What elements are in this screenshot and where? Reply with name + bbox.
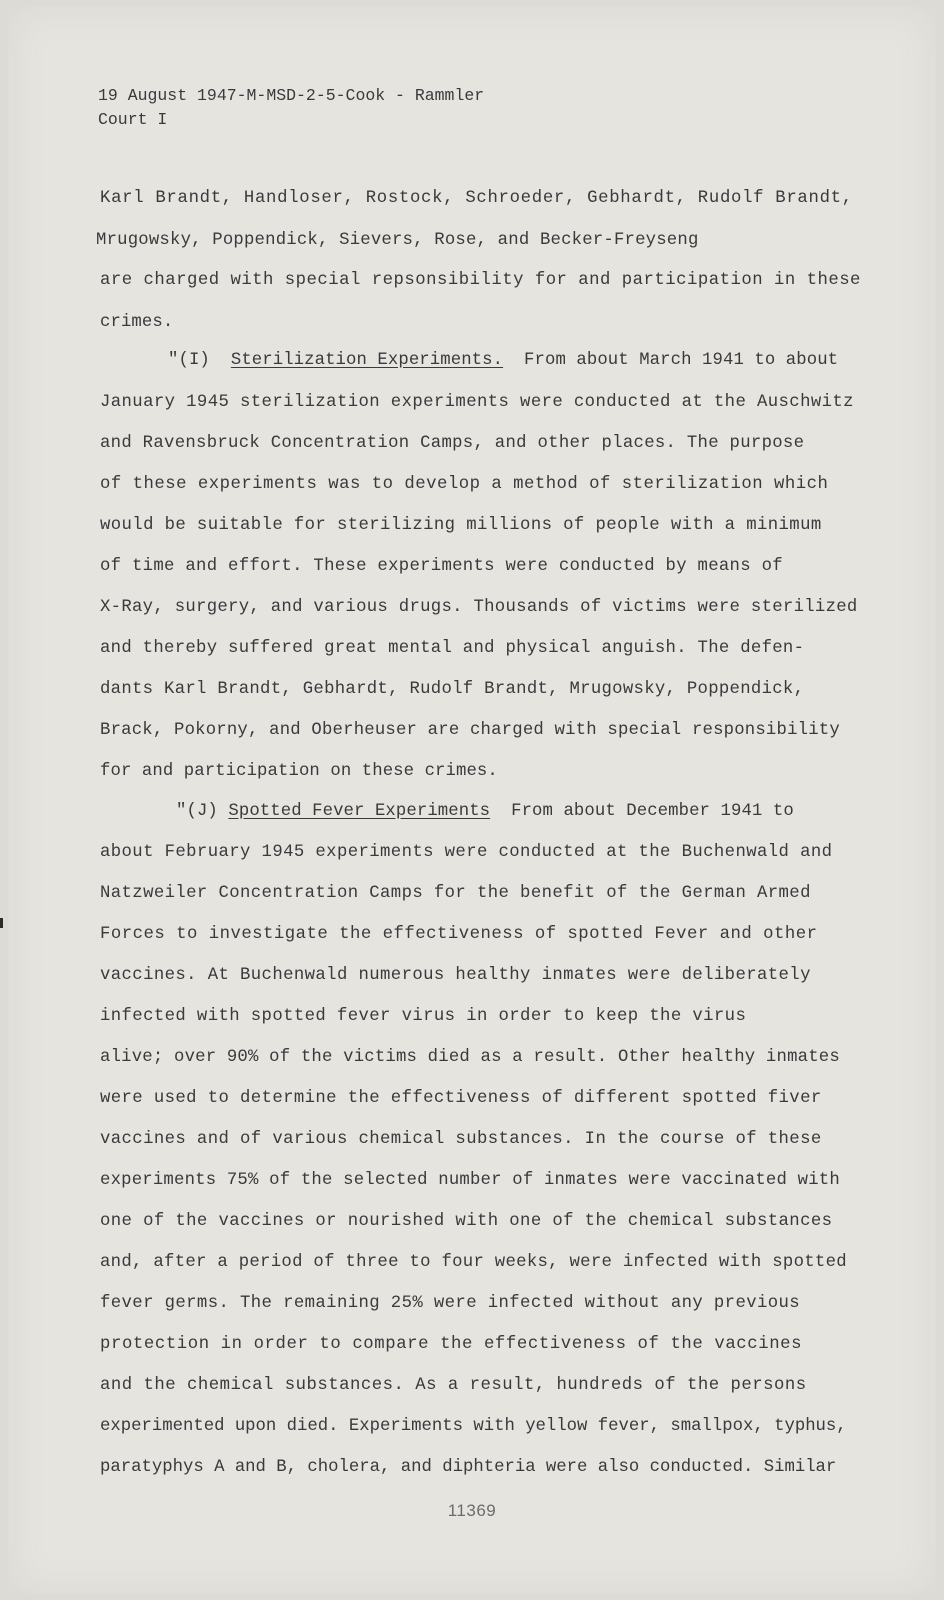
- section-i-line-7: X-Ray, surgery, and various drugs. Thousands of victims were sterilized: [100, 598, 858, 617]
- section-i-first-line: [168, 351, 838, 370]
- intro-line-2: Mrugowsky, Poppendick, Sievers, Rose, and Becker-Freyseng: [96, 231, 699, 250]
- section-i-line-4: of these experiments was to develop a method of sterilization which: [100, 475, 829, 494]
- section-j-line-1: From about December 1941 to: [511, 802, 794, 821]
- section-j-line-10: experiments 75% of the selected number of inmates were vaccinated with: [100, 1171, 840, 1190]
- section-i-line-8: and thereby suffered great mental and physical anguish. The defen-: [100, 639, 805, 658]
- section-i-line-11: for and participation on these crimes.: [100, 762, 498, 781]
- section-i-line-5: would be suitable for sterilizing millions of people with a minimum: [100, 516, 822, 535]
- section-i-heading: Sterilization Experiments.: [230, 351, 504, 370]
- document-page: [8, 6, 936, 1594]
- section-j-line-5: vaccines. At Buchenwald numerous healthy inmates were deliberately: [100, 966, 811, 985]
- intro-line-4: crimes.: [100, 313, 174, 332]
- section-j-line-8: were used to determine the effectiveness of different spotted fiver: [100, 1089, 822, 1108]
- section-j-line-17: paratyphys A and B, cholera, and diphteria were also conducted. Similar: [100, 1458, 837, 1477]
- header-line-1: 19 August 1947-M-MSD-2-5-Cook - Rammler: [98, 86, 485, 105]
- section-j-line-9: vaccines and of various chemical substances. In the course of these: [100, 1130, 822, 1149]
- section-i-line-2: January 1945 sterilization experiments were conducted at the Auschwitz: [100, 393, 854, 412]
- section-j-line-2: about February 1945 experiments were conducted at the Buchenwald and: [100, 843, 833, 862]
- section-j-first-line: [176, 802, 794, 821]
- intro-line-3: are charged with special repsonsibility for and participation in these: [100, 271, 861, 290]
- page-number: 11369: [447, 1501, 497, 1520]
- section-i-line-3: and Ravensbruck Concentration Camps, and other places. The purpose: [100, 434, 805, 453]
- intro-line-1: Karl Brandt, Handloser, Rostock, Schroeder, Gebhardt, Rudolf Brandt,: [100, 189, 853, 208]
- section-i-line-9: dants Karl Brandt, Gebhardt, Rudolf Brandt, Mrugowsky, Poppendick,: [100, 680, 805, 699]
- section-j-line-13: fever germs. The remaining 25% were infected without any previous: [100, 1294, 801, 1313]
- header-line-2: Court I: [98, 110, 168, 129]
- section-j-line-3: Natzweiler Concentration Camps for the benefit of the German Armed: [100, 884, 811, 903]
- section-j-line-12: and, after a period of three to four weeks, were infected with spotted: [100, 1253, 847, 1272]
- section-j-line-6: infected with spotted fever virus in order to keep the virus: [100, 1007, 747, 1026]
- section-i-line-1: From about March 1941 to about: [524, 351, 839, 370]
- section-j-heading: Spotted Fever Experiments: [228, 802, 491, 821]
- section-j-label: "(J): [176, 802, 218, 821]
- section-j-line-16: experimented upon died. Experiments with yellow fever, smallpox, typhus,: [100, 1417, 847, 1436]
- section-i-line-6: of time and effort. These experiments were conducted by means of: [100, 557, 783, 576]
- margin-mark: [0, 918, 3, 928]
- section-j-line-7: alive; over 90% of the victims died as a result. Other healthy inmates: [100, 1048, 840, 1067]
- section-j-line-4: Forces to investigate the effectiveness of spotted Fever and other: [100, 925, 818, 944]
- section-j-line-14: protection in order to compare the effectiveness of the vaccines: [100, 1335, 803, 1354]
- section-i-line-10: Brack, Pokorny, and Oberheuser are charged with special responsibility: [100, 721, 840, 740]
- section-i-label: "(I): [168, 351, 210, 370]
- section-j-line-11: one of the vaccines or nourished with one of the chemical substances: [100, 1212, 833, 1231]
- section-j-line-15: and the chemical substances. As a result, hundreds of the persons: [100, 1376, 807, 1395]
